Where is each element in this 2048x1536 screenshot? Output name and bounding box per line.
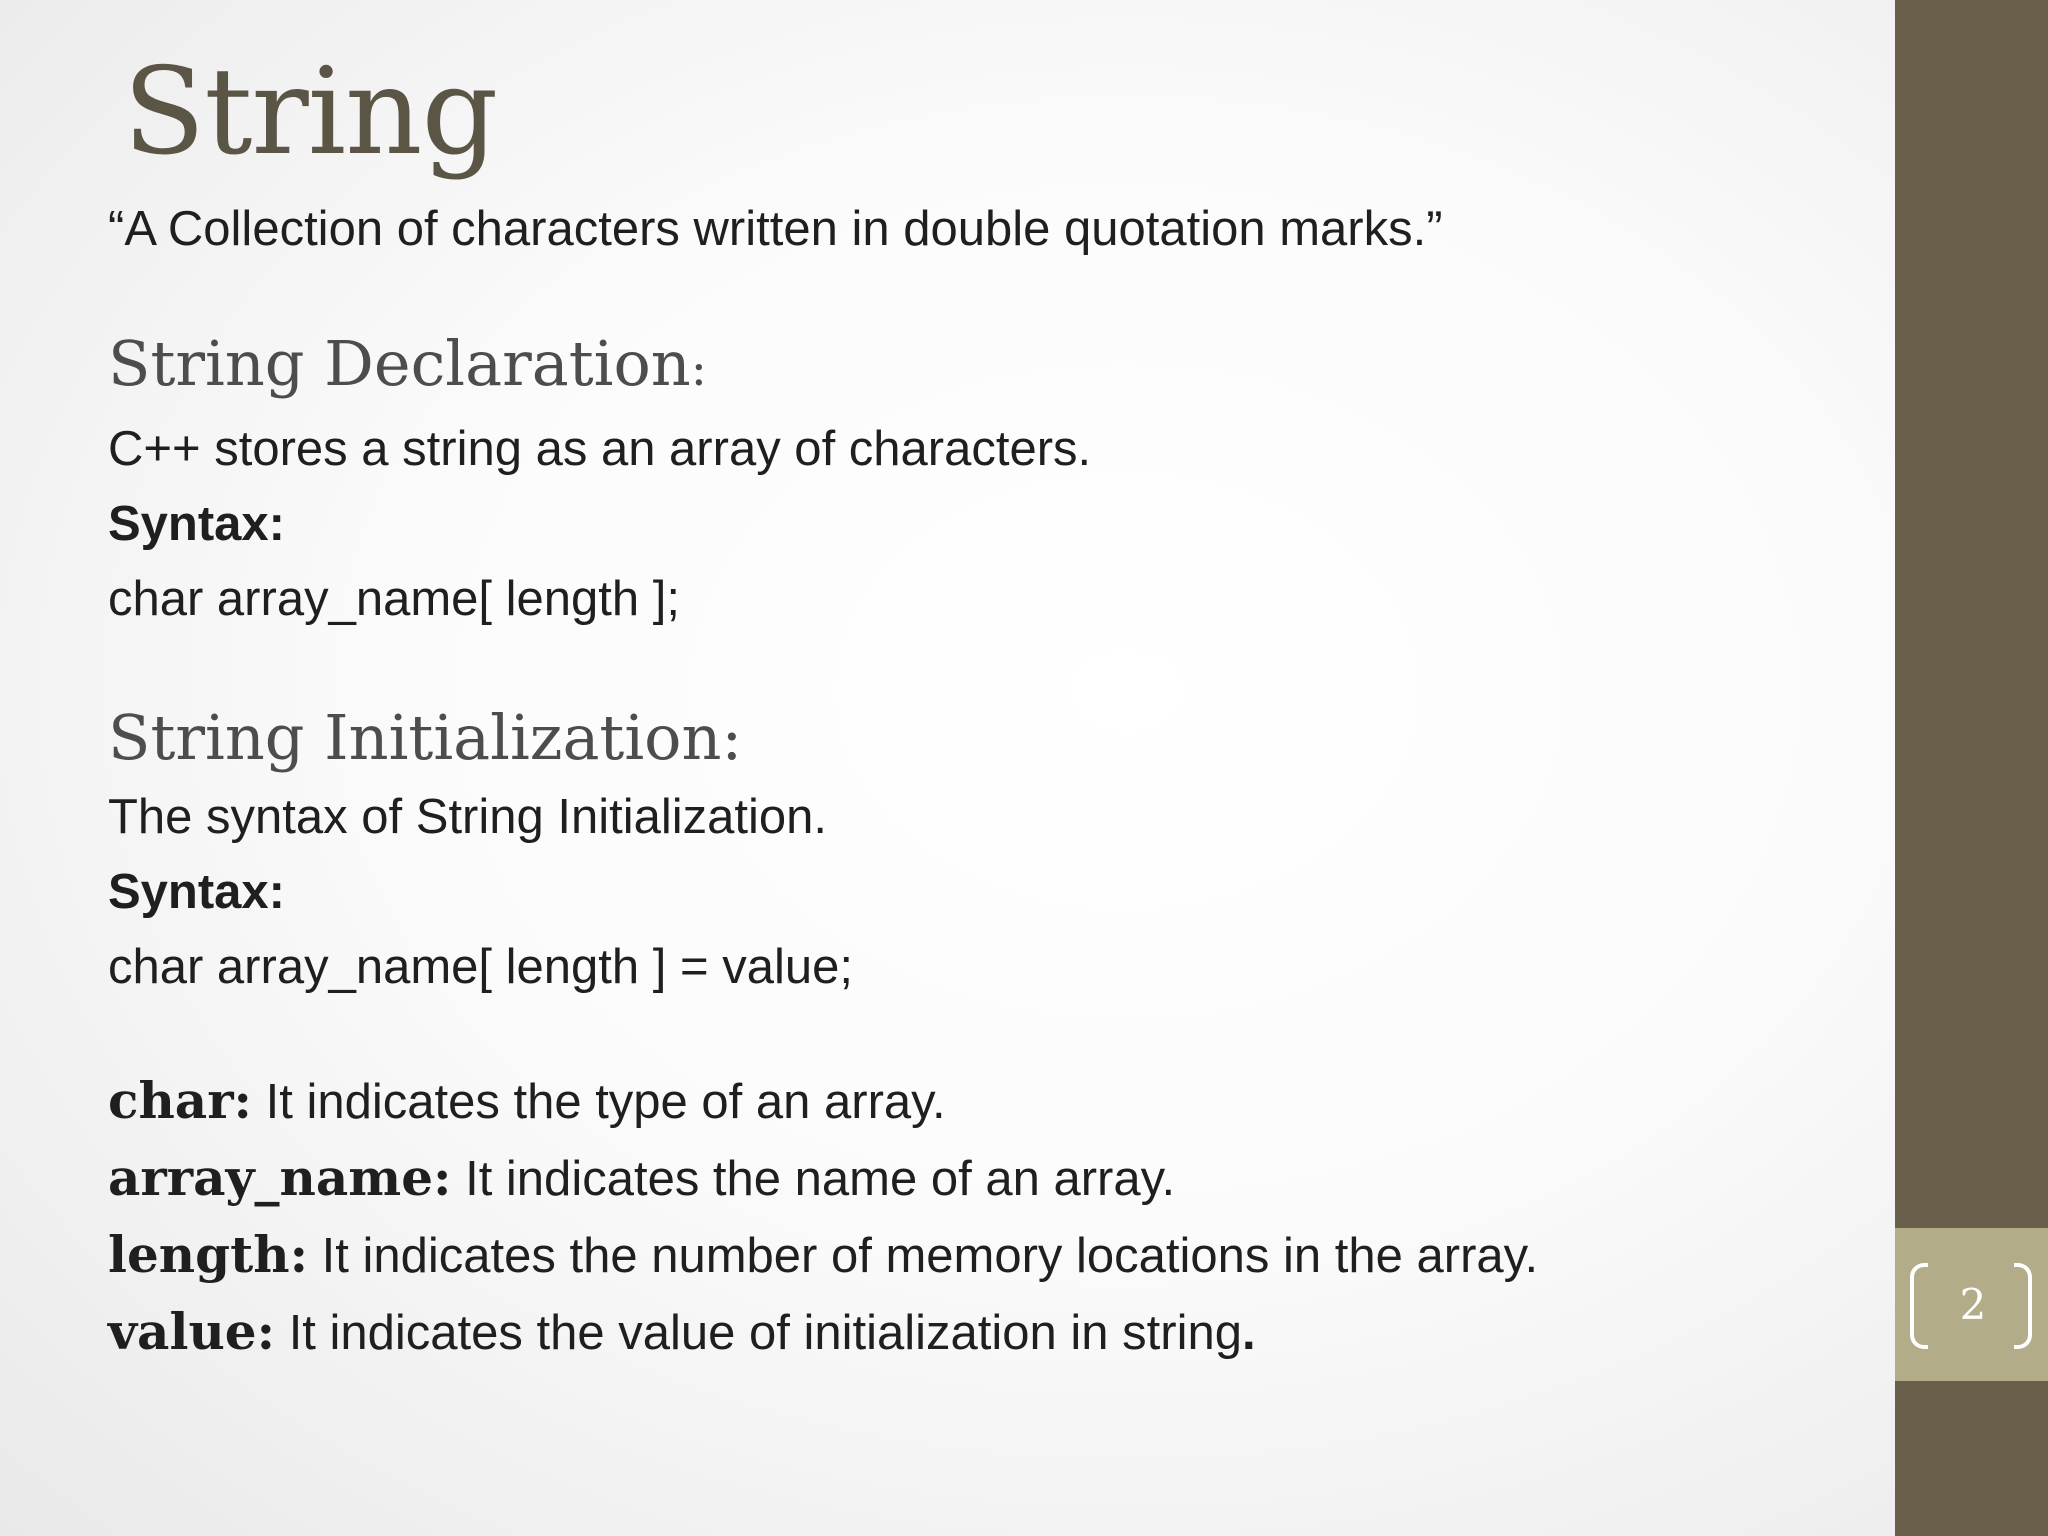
definition-text: It indicates the name of an array.	[451, 1152, 1176, 1206]
definition-term: array_name:	[108, 1148, 452, 1207]
left-bracket-icon	[1910, 1263, 1928, 1349]
declaration-heading-text: String Declaration	[108, 327, 691, 400]
slide-title: String	[123, 43, 498, 182]
definition-item-array-name	[108, 1140, 1868, 1217]
definition-end-period: .	[1242, 1306, 1256, 1360]
page-number: 2	[1959, 1280, 1987, 1329]
declaration-syntax-label: Syntax:	[108, 497, 286, 551]
definition-term: length:	[108, 1225, 309, 1284]
definition-term: value:	[108, 1302, 276, 1361]
definition-term: char:	[108, 1071, 252, 1130]
declaration-heading	[108, 321, 1868, 412]
right-bracket-icon	[2014, 1263, 2032, 1349]
initialization-description: The syntax of String Initialization.	[108, 790, 828, 844]
definition-list	[108, 1063, 1868, 1371]
declaration-syntax: char array_name[ length ];	[108, 572, 680, 626]
declaration-heading-colon: :	[690, 341, 707, 397]
definition-text: It indicates the type of an array.	[252, 1075, 946, 1129]
definition-text: It indicates the number of memory locations in the array.	[308, 1229, 1539, 1283]
string-definition: “A Collection of characters written in double quotation marks.”	[108, 202, 1443, 256]
definition-item-length	[108, 1217, 1868, 1294]
declaration-description: C++ stores a string as an array of characters.	[108, 422, 1092, 476]
initialization-syntax: char array_name[ length ] = value;	[108, 940, 853, 994]
definition-item-value	[108, 1294, 1868, 1371]
slide-content	[108, 192, 1868, 1371]
initialization-syntax-label: Syntax:	[108, 865, 286, 919]
definition-item-char	[108, 1063, 1868, 1140]
definition-text: It indicates the value of initialization in string	[275, 1306, 1242, 1360]
initialization-heading: String Initialization:	[108, 701, 743, 774]
